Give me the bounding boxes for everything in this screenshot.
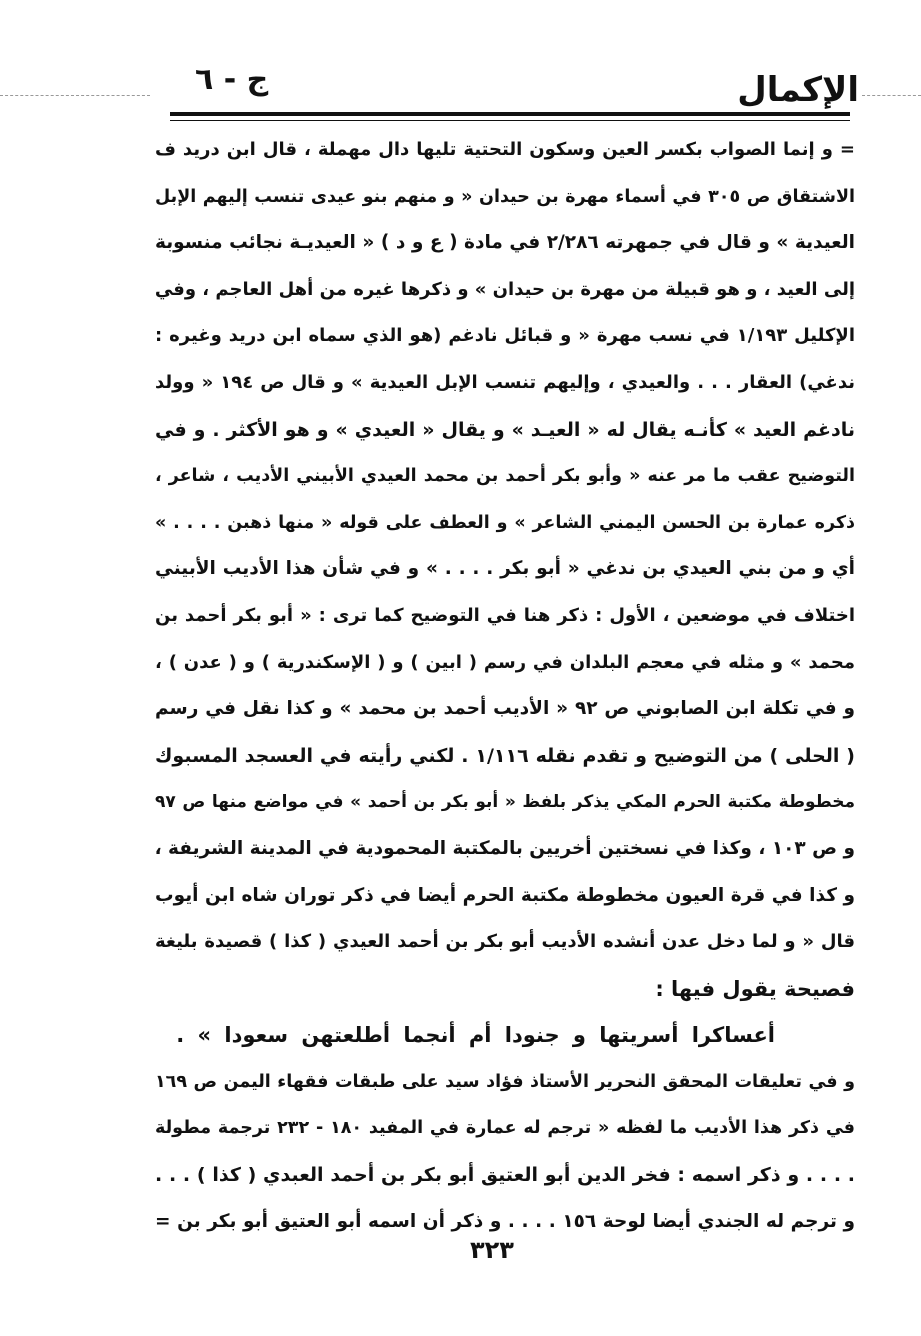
text-line: العيدية » و قال في جمهرته ٢/٢٨٦ في مادة ( ع و د ) « العيديـة نجائب منسوبة (155, 232, 855, 254)
body-text (155, 127, 855, 1245)
text-line: نادغم العيد » كأنـه يقال له « العيـد » و يقال « العيدي » و هو الأكثر . و في (155, 418, 855, 441)
header-rule-thin (170, 120, 850, 121)
text-line: التوضيح عقب ما مر عنه « وأبو بكر أحمد بن محمد العيدي الأبيني الأديب ، شاعر ، (155, 466, 855, 487)
scan-edge-mark-left (0, 95, 150, 96)
text-line: محمد » و مثله في معجم البلدان في رسم ( ابين ) و ( الإسكندرية ) و ( عدن ) ، (155, 651, 855, 673)
page-number: ٣٢٣ (470, 1236, 514, 1264)
text-line: ذكره عمارة بن الحسن اليمني الشاعر » و العطف على قوله « منها ذهبن . . . . » (155, 512, 855, 533)
text-line: اختلاف في موضعين ، الأول : ذكر هنا في التوضيح كما ترى : « أبو بكر أحمد بن (155, 604, 855, 626)
text-line: مخطوطة مكتبة الحرم المكي يذكر بلفظ « أبو بكر بن أحمد » في مواضع منها ص ٩٧ (155, 792, 855, 813)
text-line: إلى العيد ، و هو قبيلة من مهرة بن حيدان » و ذكرها غيره من أهل العاجم ، وفي (155, 278, 855, 300)
text-line: و في تكلة ابن الصابوني ص ٩٢ « الأديب أحمد بن محمد » و كذا نقل في رسم (155, 698, 855, 720)
text-line: = و إنما الصواب بكسر العين وسكون التحتية تليها دال مهملة ، قال ابن دريد ف (155, 139, 855, 160)
text-line: و كذا في قرة العيون مخطوطة مكتبة الحرم أيضا في ذكر توران شاه ابن أيوب (155, 884, 855, 906)
text-line: فصيحة يقول فيها : (655, 976, 855, 1001)
book-title: الإكمال (737, 70, 859, 110)
text-line: في ذكر هذا الأديب ما لفظه « ترجم له عمارة في المفيد ١٨٠ - ٢٣٢ ترجمة مطولة (155, 1118, 855, 1139)
text-line: و في تعليقات المحقق النحرير الأستاذ فؤاد سيد على طبقات فقهاء اليمن ص ١٦٩ (155, 1071, 855, 1092)
text-line: و ص ١٠٣ ، وكذا في نسختين أخريين بالمكتبة المحمودية في المدينة الشريفة ، (155, 837, 855, 859)
header-rule-thick (170, 112, 850, 116)
volume-label: ج - ٦ (195, 62, 269, 97)
text-line: الإكليل ١/١٩٣ في نسب مهرة « و قبائل نادغم (هو الذي سماه ابن دريد وغيره : (155, 325, 855, 347)
scan-edge-mark-right (862, 95, 921, 96)
text-line: الاشتقاق ص ٣٠٥ في أسماء مهرة بن حيدان « و منهم بنو عيدى تنسب إليهم الإبل (155, 186, 855, 207)
text-line: ندغي) العقار . . . والعيدي ، وإليهم تنسب الإبل العيدية » و قال ص ١٩٤ « وولد (155, 371, 855, 393)
verse-line: أعساكرا أسريتها و جنودا أم أنجما أطلعتهن سعودا » . (176, 1023, 775, 1048)
text-line: أي و من بني العيدي بن ندغي « أبو بكر . . . . » و في شأن هذا الأديب الأبيني (155, 558, 855, 580)
text-line: ( الحلى ) من التوضيح و تقدم نقله ١/١١٦ . لكني رأيته في العسجد المسبوك (155, 744, 855, 767)
text-line: و ترجم له الجندي أيضا لوحة ١٥٦ . . . . و ذكر أن اسمه أبو العتيق أبو بكر بن = (155, 1210, 855, 1232)
text-line: قال « و لما دخل عدن أنشده الأديب أبو بكر بن أحمد العيدي ( كذا ) قصيدة بليغة (155, 931, 855, 953)
text-line: . . . . و ذكر اسمه : فخر الدين أبو العتيق أبو بكر بن أحمد العبدي ( كذا ) . . . (155, 1164, 855, 1187)
